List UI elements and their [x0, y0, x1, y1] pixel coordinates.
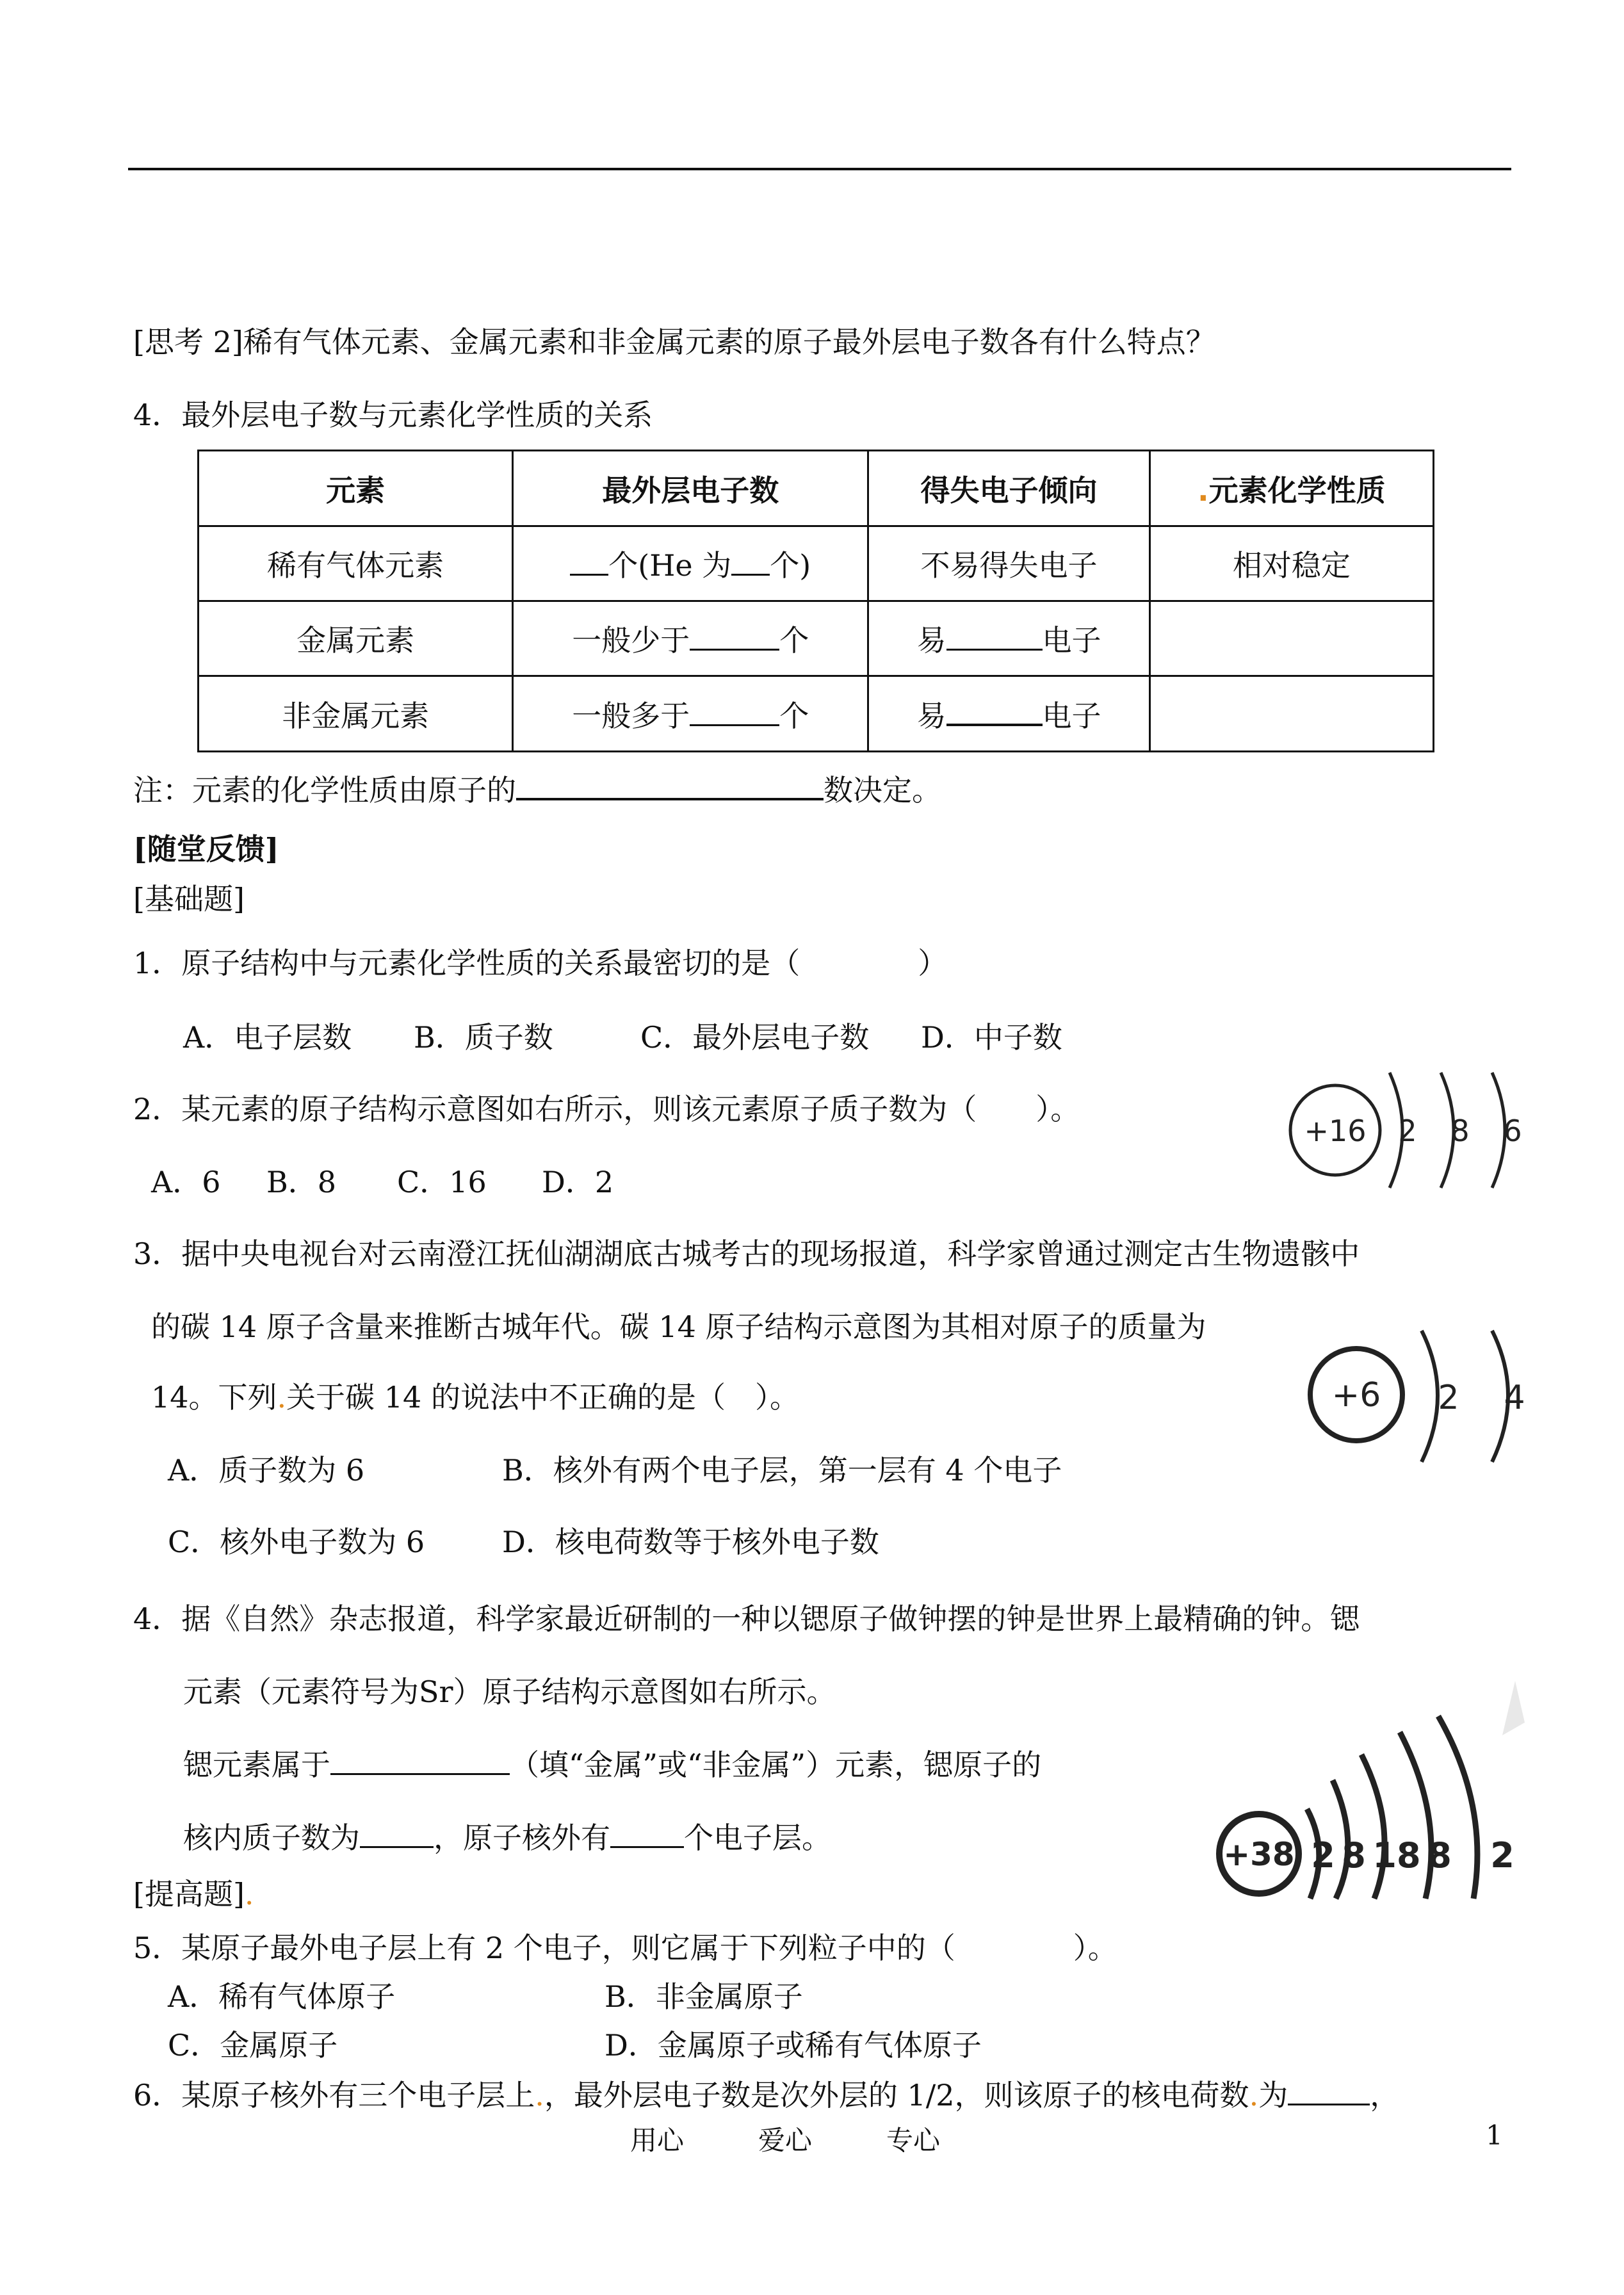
nucleus-label: +6 [1331, 1376, 1381, 1415]
q2-stem: 2．某元素的原子结构示意图如右所示，则该元素原子质子数为（ ）。 [133, 1092, 1080, 1126]
shell-count-5: 2 [1490, 1835, 1514, 1876]
cell-element: 稀有气体元素 [199, 526, 513, 601]
q3-option-b: B．核外有两个电子层，第一层有 4 个电子 [502, 1453, 1062, 1488]
page-number: 1 [1486, 2120, 1503, 2151]
q4-line-2: 元素（元素符号为Sr）原子结构示意图如右所示。 [183, 1675, 836, 1709]
q3-line-3: 14。下列.关于碳 14 的说法中不正确的是（ ）。 [151, 1380, 799, 1415]
decorative-shape [1502, 1681, 1525, 1735]
q3-line-1: 3．据中央电视台对云南澄江抚仙湖湖底古城考古的现场报道，科学家曾通过测定古生物遗骸中 [133, 1237, 1360, 1271]
shell-arc-3 [1361, 1755, 1384, 1899]
shell-count-4: 8 [1427, 1835, 1452, 1876]
table-header-row [199, 451, 1434, 526]
shell-count-2: 4 [1504, 1379, 1525, 1417]
cell-outer-electrons: 一般多于 个 [513, 676, 868, 752]
q1-stem: 1．原子结构中与元素化学性质的关系最密切的是（ ） [133, 946, 948, 980]
shell-count-2: 8 [1342, 1835, 1366, 1876]
q5-stem: 5．某原子最外电子层上有 2 个电子，则它属于下列粒子中的（ ）。 [133, 1931, 1117, 1965]
note-line: 注：元素的化学性质由原子的 数决定。 [133, 773, 941, 807]
shell-count-1: 2 [1311, 1835, 1335, 1876]
q1-option-c: C．最外层电子数 [640, 1020, 870, 1055]
footer-motto-2: 爱心 [758, 2125, 813, 2156]
element-property-table [197, 450, 1434, 752]
footer-motto-3: 专心 [886, 2125, 941, 2156]
cell-property: 相对稳定 [1149, 526, 1433, 601]
shell-count-1: 2 [1398, 1114, 1417, 1148]
header-outer-electrons: 最外层电子数 [513, 451, 868, 526]
table-row-noble-gas [199, 526, 1434, 601]
footer-motto-1: 用心 [630, 2125, 685, 2156]
cell-tendency: 不易得失电子 [868, 526, 1149, 601]
basic-title: [基础题] [133, 882, 245, 916]
q4-line-3: 锶元素属于 （填“金属”或“非金属”）元素，锶原子的 [183, 1748, 1042, 1782]
q3-line-2: 的碳 14 原子含量来推断古城年代。碳 14 原子结构示意图为其相对原子的质量为 [151, 1310, 1206, 1344]
sulfur-atom-diagram [1287, 1057, 1556, 1204]
q2-option-b: B．8 [266, 1165, 337, 1199]
header-tendency: 得失电子倾向 [868, 451, 1149, 526]
q2-option-a: A．6 [151, 1165, 221, 1199]
table-row-nonmetal [199, 676, 1434, 752]
q3-option-a: A．质子数为 6 [168, 1453, 365, 1488]
strontium-atom-diagram [1201, 1678, 1534, 1895]
nucleus-label: +38 [1223, 1836, 1295, 1873]
q5-option-a: A．稀有气体原子 [168, 1979, 396, 2014]
q1-option-d: D．中子数 [921, 1020, 1062, 1055]
feedback-title: [随堂反馈] [133, 832, 279, 866]
cell-outer-electrons: 一般少于 个 [513, 601, 868, 676]
q3-option-c: C．核外电子数为 6 [168, 1525, 425, 1559]
header-element: 元素 [199, 451, 513, 526]
cell-property [1149, 676, 1433, 752]
q4-line-4: 核内质子数为 ，原子核外有 个电子层。 [183, 1821, 831, 1855]
header-rule [128, 168, 1511, 170]
q3-option-d: D．核电荷数等于核外电子数 [502, 1525, 879, 1559]
cell-property [1149, 601, 1433, 676]
shell-arc-1 [1422, 1331, 1438, 1462]
q6-stem: 6．某原子核外有三个电子层上.，最外层电子数是次外层的 1/2，则该原子的核电荷数.为 ， [133, 2078, 1400, 2113]
cell-tendency: 易 电子 [868, 676, 1149, 752]
section-4-title: 4．最外层电子数与元素化学性质的关系 [133, 398, 653, 432]
shell-count-3: 6 [1503, 1114, 1522, 1148]
advanced-title: [提高题]. [133, 1877, 254, 1911]
q5-option-c: C．金属原子 [168, 2028, 338, 2063]
nucleus-label: +16 [1304, 1114, 1367, 1148]
think-question: [思考 2]稀有气体元素、金属元素和非金属元素的原子最外层电子数各有什么特点？ [133, 325, 1215, 359]
cell-element: 金属元素 [199, 601, 513, 676]
q2-option-c: C．16 [397, 1165, 487, 1199]
q5-option-d: D．金属原子或稀有气体原子 [605, 2028, 982, 2063]
q5-option-b: B．非金属原子 [605, 1979, 803, 2014]
q1-option-a: A．电子层数 [183, 1020, 352, 1055]
q2-option-d: D．2 [542, 1165, 614, 1199]
shell-count-3: 18 [1372, 1835, 1421, 1876]
shell-count-2: 8 [1450, 1114, 1470, 1148]
q1-option-b: B．质子数 [414, 1020, 553, 1055]
shell-count-1: 2 [1438, 1379, 1459, 1417]
carbon-14-atom-diagram [1306, 1318, 1563, 1478]
cell-outer-electrons: 个(He 为 个) [513, 526, 868, 601]
cell-element: 非金属元素 [199, 676, 513, 752]
cell-tendency: 易 电子 [868, 601, 1149, 676]
table-row-metal [199, 601, 1434, 676]
q4-line-1: 4．据《自然》杂志报道，科学家最近研制的一种以锶原子做钟摆的钟是世界上最精确的钟。锶 [133, 1602, 1360, 1636]
header-chemical-property: .元素化学性质 [1149, 451, 1433, 526]
